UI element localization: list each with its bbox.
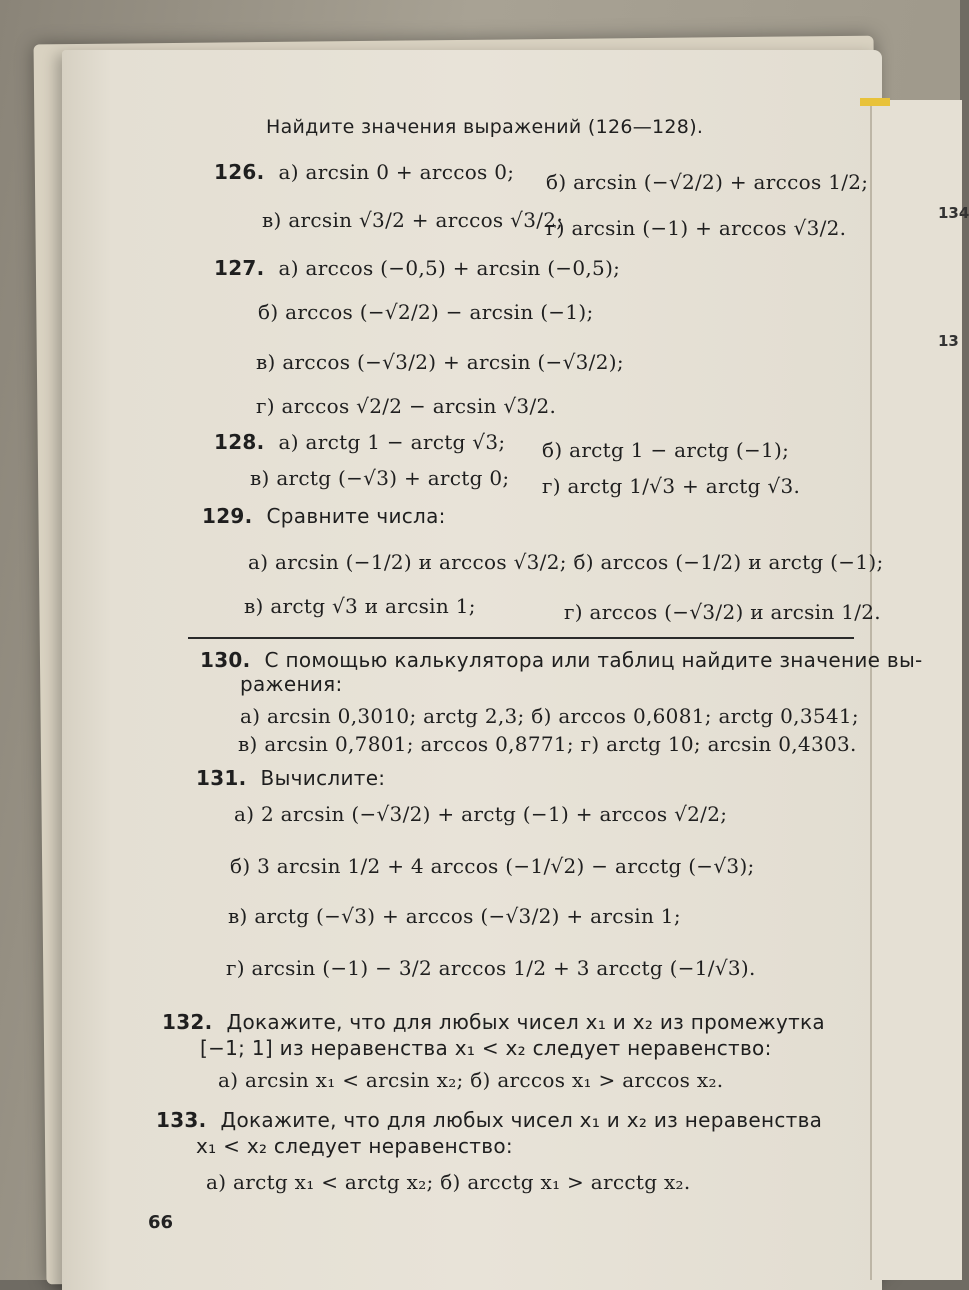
problem-131-v: в) arctg (−√3) + arccos (−√3/2) + arcsin 1; — [228, 904, 681, 928]
problem-133-line2: x₁ < x₂ следует неравенство: — [196, 1134, 513, 1158]
page-number: 66 — [148, 1212, 174, 1233]
problem-text: Вычислите: — [260, 766, 386, 790]
problem-number: 132. — [162, 1010, 213, 1034]
problem-number: 133. — [156, 1108, 207, 1132]
problem-127-g: г) arccos √2/2 − arcsin √3/2. — [256, 394, 557, 418]
problem-131-title — [196, 766, 385, 790]
problem-128-b: б) arctg 1 − arctg (−1); — [542, 438, 790, 462]
problem-text: Докажите, что для любых чисел x₁ и x₂ из промежутка — [226, 1010, 825, 1034]
problem-131-a: а) 2 arcsin (−√3/2) + arctg (−1) + arccos √2/2; — [234, 802, 728, 826]
problem-text: Докажите, что для любых чисел x₁ и x₂ из неравенства — [220, 1108, 823, 1132]
problem-132-line2: [−1; 1] из неравенства x₁ < x₂ следует неравенство: — [200, 1036, 772, 1060]
problem-text: С помощью калькулятора или таблиц найдите значение вы- — [264, 648, 923, 672]
problem-text: Сравните числа: — [266, 504, 446, 528]
problem-number: 127. — [214, 256, 265, 280]
problem-130-line2: ражения: — [240, 672, 343, 696]
problem-130-ab: а) arcsin 0,3010; arctg 2,3; б) arccos 0,6081; arctg 0,3541; — [240, 704, 859, 728]
problem-129-g: г) arccos (−√3/2) и arcsin 1/2. — [564, 600, 881, 624]
problem-133-line1 — [156, 1108, 822, 1132]
problem-132-line1 — [162, 1010, 825, 1034]
problem-128-v: в) arctg (−√3) + arctg 0; — [250, 466, 510, 490]
problem-126-g: г) arcsin (−1) + arccos √3/2. — [546, 216, 847, 240]
problem-128-a — [214, 430, 505, 454]
problem-number: 130. — [200, 648, 251, 672]
separator-rule — [188, 637, 854, 639]
problem-number: 129. — [202, 504, 253, 528]
problem-127-a — [214, 256, 620, 280]
problem-129-v: в) arctg √3 и arcsin 1; — [244, 594, 476, 618]
problem-129-title — [202, 504, 446, 528]
problem-126-a — [214, 160, 514, 184]
problem-number: 128. — [214, 430, 265, 454]
problem-number: 131. — [196, 766, 247, 790]
problem-129-ab: а) arcsin (−1/2) и arccos √3/2; б) arccos (−1/2) и arctg (−1); — [248, 550, 884, 574]
problem-128-g: г) arctg 1/√3 + arctg √3. — [542, 474, 801, 498]
problem-130-line1 — [200, 648, 923, 672]
problem-126-v: в) arcsin √3/2 + arccos √3/2; — [262, 208, 564, 232]
problem-130-vg: в) arcsin 0,7801; arccos 0,8771; г) arctg 10; arcsin 0,4303. — [238, 732, 857, 756]
problem-133-ab: а) arctg x₁ < arctg x₂; б) arcctg x₁ > arcctg x₂. — [206, 1170, 691, 1194]
problem-131-g: г) arcsin (−1) − 3/2 arccos 1/2 + 3 arcctg (−1/√3). — [226, 956, 756, 980]
problem-127-v: в) arccos (−√3/2) + arcsin (−√3/2); — [256, 350, 624, 374]
problem-text: а) arctg 1 − arctg √3; — [278, 430, 506, 454]
problem-text: а) arccos (−0,5) + arcsin (−0,5); — [278, 256, 621, 280]
problem-text: а) arcsin 0 + arccos 0; — [278, 160, 515, 184]
problem-131-b: б) 3 arcsin 1/2 + 4 arccos (−1/√2) − arcctg (−√3); — [230, 854, 755, 878]
problem-127-b: б) arccos (−√2/2) − arcsin (−1); — [258, 300, 594, 324]
problem-number: 126. — [214, 160, 265, 184]
section-heading: Найдите значения выражений (126—128). — [266, 116, 704, 138]
problem-132-ab: а) arcsin x₁ < arcsin x₂; б) arccos x₁ > arccos x₂. — [218, 1068, 724, 1092]
facing-page-number-fragment: 134 — [938, 204, 969, 222]
facing-page-number-fragment: 13 — [938, 332, 959, 350]
problem-126-b: б) arcsin (−√2/2) + arccos 1/2; — [546, 170, 869, 194]
